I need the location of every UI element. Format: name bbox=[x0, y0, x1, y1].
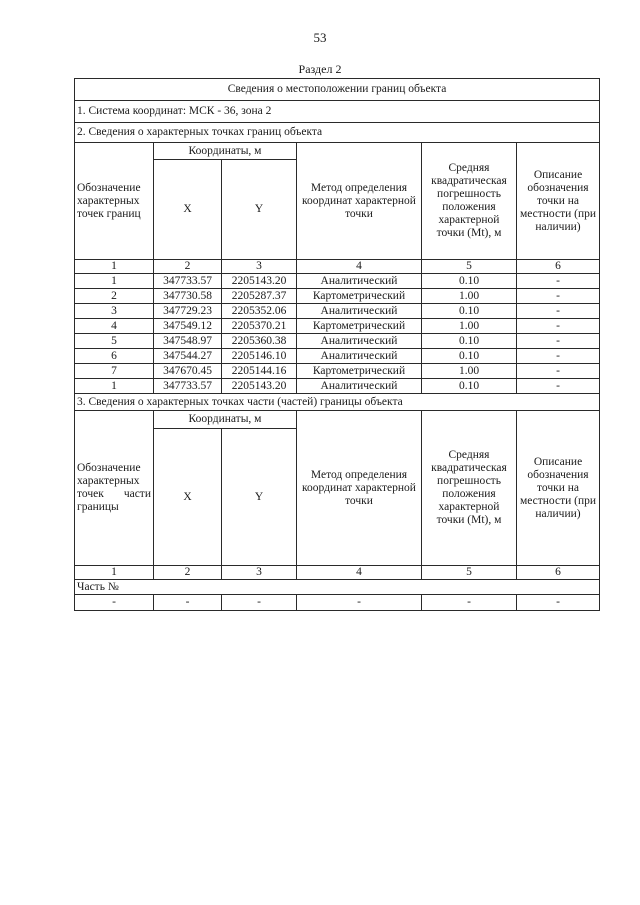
header-y: Y bbox=[222, 160, 297, 260]
column-number: 4 bbox=[297, 566, 422, 580]
part-cell: - bbox=[422, 595, 517, 611]
point-x: 347549.12 bbox=[154, 319, 222, 334]
part-cell: - bbox=[297, 595, 422, 611]
point-number: 6 bbox=[75, 349, 154, 364]
column-numbers-row bbox=[75, 260, 600, 274]
point-number: 2 bbox=[75, 289, 154, 304]
table-row bbox=[75, 319, 600, 334]
part-cell: - bbox=[517, 595, 600, 611]
point-error: 1.00 bbox=[422, 364, 517, 379]
section-label: Раздел 2 bbox=[298, 62, 342, 76]
table-row bbox=[75, 334, 600, 349]
header-x: X bbox=[154, 160, 222, 260]
point-method: Аналитический bbox=[297, 334, 422, 349]
column-number: 3 bbox=[222, 260, 297, 274]
point-y: 2205146.10 bbox=[222, 349, 297, 364]
point-error: 0.10 bbox=[422, 334, 517, 349]
point-number: 4 bbox=[75, 319, 154, 334]
point-y: 2205143.20 bbox=[222, 274, 297, 289]
point-description: - bbox=[517, 334, 600, 349]
column-number: 2 bbox=[154, 566, 222, 580]
part-cell: - bbox=[75, 595, 154, 611]
point-number: 7 bbox=[75, 364, 154, 379]
point-method: Аналитический bbox=[297, 274, 422, 289]
point-x: 347730.58 bbox=[154, 289, 222, 304]
column-number: 4 bbox=[297, 260, 422, 274]
table-row bbox=[75, 289, 600, 304]
header-part-point-designation: Обозначение характерных точек части границы bbox=[75, 411, 154, 566]
header-coordinates-part: Координаты, м bbox=[154, 411, 297, 429]
point-description: - bbox=[517, 349, 600, 364]
column-number: 6 bbox=[517, 260, 600, 274]
column-number: 3 bbox=[222, 566, 297, 580]
header-coordinates: Координаты, м bbox=[154, 143, 297, 160]
point-x: 347729.23 bbox=[154, 304, 222, 319]
point-error: 0.10 bbox=[422, 379, 517, 394]
point-method: Картометрический bbox=[297, 289, 422, 304]
header-x-part: X bbox=[154, 429, 222, 566]
column-number: 5 bbox=[422, 260, 517, 274]
point-method: Аналитический bbox=[297, 379, 422, 394]
point-y: 2205370.21 bbox=[222, 319, 297, 334]
column-number: 1 bbox=[75, 260, 154, 274]
point-method: Картометрический bbox=[297, 364, 422, 379]
point-description: - bbox=[517, 289, 600, 304]
point-method: Аналитический bbox=[297, 304, 422, 319]
column-number: 1 bbox=[75, 566, 154, 580]
table-row bbox=[75, 304, 600, 319]
page-number: 53 bbox=[313, 30, 327, 45]
point-error: 0.10 bbox=[422, 349, 517, 364]
point-x: 347733.57 bbox=[154, 274, 222, 289]
point-y: 2205352.06 bbox=[222, 304, 297, 319]
point-y: 2205287.37 bbox=[222, 289, 297, 304]
table-row bbox=[75, 274, 600, 289]
point-number: 1 bbox=[75, 274, 154, 289]
column-number: 5 bbox=[422, 566, 517, 580]
point-method: Аналитический bbox=[297, 349, 422, 364]
table-title: Сведения о местоположении границ объекта bbox=[75, 79, 600, 101]
point-number: 5 bbox=[75, 334, 154, 349]
part-label: Часть № bbox=[75, 580, 600, 595]
point-error: 1.00 bbox=[422, 319, 517, 334]
column-numbers-row bbox=[75, 566, 600, 580]
part-cell: - bbox=[154, 595, 222, 611]
header-y-part: Y bbox=[222, 429, 297, 566]
header-point-designation: Обозначение характерных точек границ bbox=[75, 143, 154, 260]
point-description: - bbox=[517, 274, 600, 289]
point-y: 2205360.38 bbox=[222, 334, 297, 349]
header-description-part: Описание обозначения точки на местности (при наличии) bbox=[517, 411, 600, 566]
column-number: 2 bbox=[154, 260, 222, 274]
section3-title: 3. Сведения о характерных точках части (частей) границы объекта bbox=[75, 394, 600, 411]
header-method-part: Метод определения координат характерной точки bbox=[297, 411, 422, 566]
coord-system: 1. Система координат: МСК - 36, зона 2 bbox=[75, 101, 600, 123]
point-error: 0.10 bbox=[422, 274, 517, 289]
point-x: 347733.57 bbox=[154, 379, 222, 394]
point-number: 3 bbox=[75, 304, 154, 319]
point-y: 2205144.16 bbox=[222, 364, 297, 379]
header-error-part: Средняя квадратическая погрешность положения характерной точки (Mt), м bbox=[422, 411, 517, 566]
point-description: - bbox=[517, 364, 600, 379]
section2-title: 2. Сведения о характерных точках границ объекта bbox=[75, 123, 600, 143]
point-number: 1 bbox=[75, 379, 154, 394]
header-error: Средняя квадратическая погрешность положения характерной точки (Mt), м bbox=[422, 143, 517, 260]
point-description: - bbox=[517, 304, 600, 319]
table-row bbox=[75, 364, 600, 379]
table-row bbox=[75, 379, 600, 394]
point-y: 2205143.20 bbox=[222, 379, 297, 394]
column-number: 6 bbox=[517, 566, 600, 580]
point-x: 347670.45 bbox=[154, 364, 222, 379]
point-method: Картометрический bbox=[297, 319, 422, 334]
header-method: Метод определения координат характерной точки bbox=[297, 143, 422, 260]
point-error: 1.00 bbox=[422, 289, 517, 304]
point-description: - bbox=[517, 379, 600, 394]
header-description: Описание обозначения точки на местности (при наличии) bbox=[517, 143, 600, 260]
point-description: - bbox=[517, 319, 600, 334]
part-cell: - bbox=[222, 595, 297, 611]
point-x: 347548.97 bbox=[154, 334, 222, 349]
point-error: 0.10 bbox=[422, 304, 517, 319]
table-row bbox=[75, 349, 600, 364]
point-x: 347544.27 bbox=[154, 349, 222, 364]
table-row bbox=[75, 595, 600, 611]
boundary-table bbox=[74, 78, 600, 611]
